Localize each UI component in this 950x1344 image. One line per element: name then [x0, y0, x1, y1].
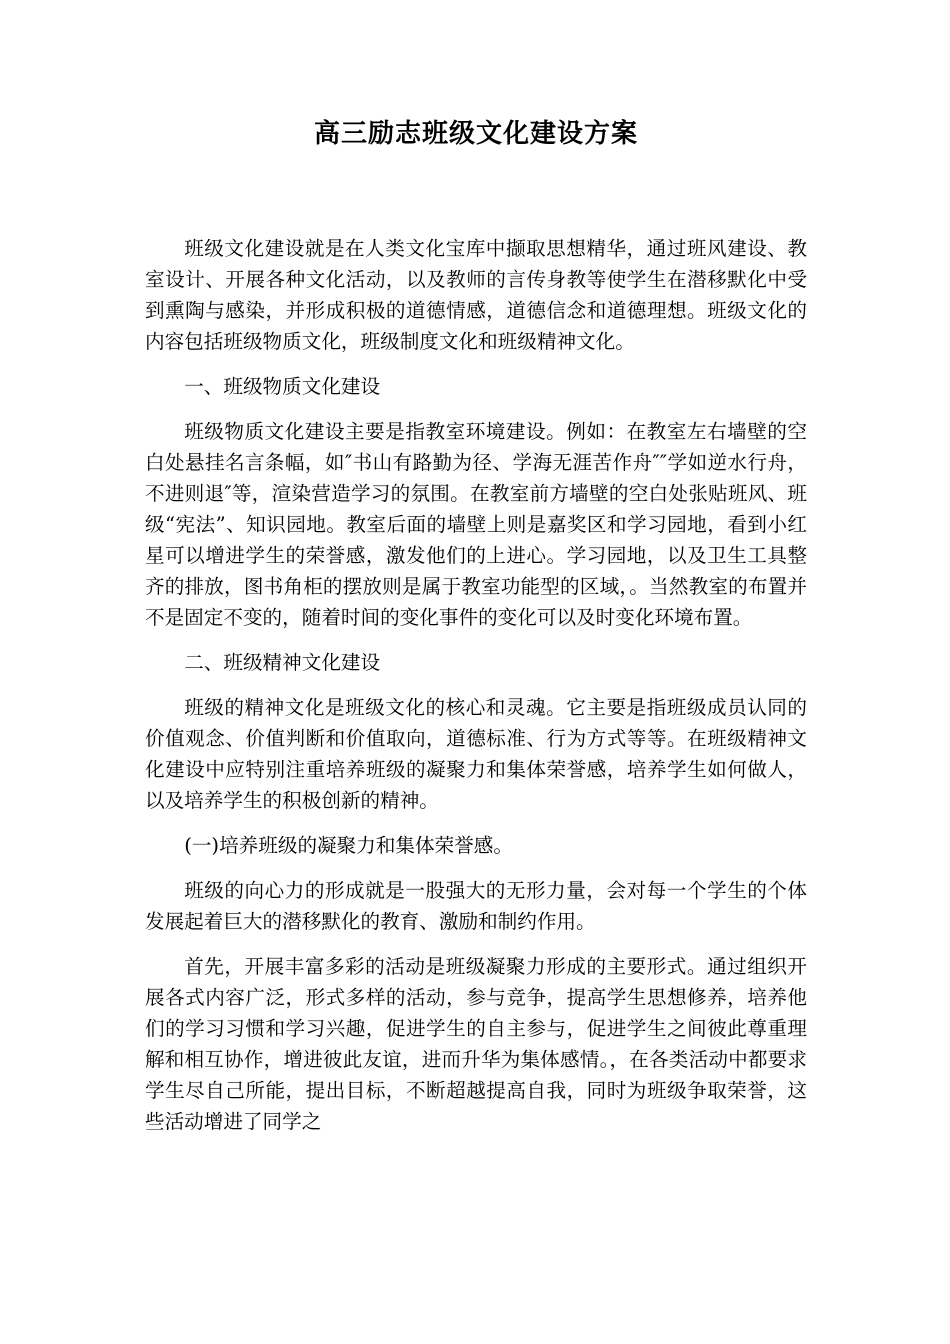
subsection-heading-cohesion: (一)培养班级的凝聚力和集体荣誉感。: [184, 834, 513, 857]
section-heading-spiritual: 二、班级精神文化建设: [184, 651, 381, 674]
paragraph-spiritual: 班级的精神文化是班级文化的核心和灵魂。它主要是指班级成员认同的价值观念、价值判断和价值取向，道德标准、行为方式等等。在班级精神文化建设中应特别注重培养班级的凝聚力和集体荣誉感，培养学生如何做人，以及培养学生的积极创新的精神。: [145, 696, 807, 812]
paragraph-material: 班级物质文化建设主要是指教室环境建设。例如：在教室左右墙壁的空白处悬挂名言条幅，如″书山有路勤为径、学海无涯苦作舟″″学如逆水行舟，不进则退″等，渲染营造学习的氛围。在教室前方墙壁的空白处张贴班风、班级“宪法”、知识园地。教室后面的墙壁上则是嘉奖区和学习园地，看到小红星可以增进学生的荣誉感，激发他们的上进心。学习园地，以及卫生工具整齐的排放，图书角柜的摆放则是属于教室功能型的区域，。当然教室的布置并不是固定不变的，随着时间的变化事件的变化可以及时变化环境布置。: [145, 420, 807, 629]
section-heading-material: 一、班级物质文化建设: [184, 375, 381, 398]
document-title: 高三励志班级文化建设方案: [313, 119, 638, 149]
document-body: [145, 233, 807, 1151]
paragraph-intro: 班级文化建设就是在人类文化宝库中撷取思想精华，通过班风建设、教室设计、开展各种文化活动，以及教师的言传身教等使学生在潜移默化中受到熏陶与感染，并形成积极的道德情感，道德信念和道德理想。班级文化的内容包括班级物质文化，班级制度文化和班级精神文化。: [145, 237, 807, 353]
paragraph-activities: 首先，开展丰富多彩的活动是班级凝聚力形成的主要形式。通过组织开展各式内容广泛，形式多样的活动，参与竞争，提高学生思想修养，培养他们的学习习惯和学习兴趣，促进学生的自主参与，促进学生之间彼此尊重理解和相互协作，增进彼此友谊，进而升华为集体感情。，在各类活动中都要求学生尽自己所能，提出目标，不断超越提高自我，同时为班级争取荣誉，这些活动增进了同学之: [145, 955, 807, 1133]
paragraph-cohesion: 班级的向心力的形成就是一股强大的无形力量，会对每一个学生的个体发展起着巨大的潜移默化的教育、激励和制约作用。: [145, 879, 807, 933]
